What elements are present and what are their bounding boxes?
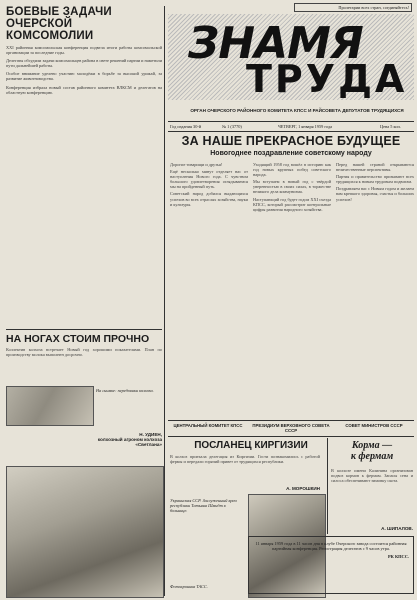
issue-info-row (168, 121, 414, 132)
article-paragraph: Конференция избрала новый состав районного комитета ВЛКСМ и делегатов на областную конференцию. (6, 84, 162, 95)
korma-signature: А. ШИПАЛОВ. (381, 526, 413, 531)
issue-number: № 1 (3770) (222, 124, 242, 129)
issue-date: ЧЕТВЕРГ, 1 января 1959 года (278, 124, 333, 129)
lead-column-2 (253, 162, 331, 212)
lead-paragraph: Советский народ добился выдающихся успехов во всех отраслях хозяйства, науки и культуры. (170, 191, 248, 207)
korma-title: Корма — к фермам (350, 440, 394, 462)
masthead-organ: ОРГАН ОЧЕРСКОГО РАЙОННОГО КОМИТЕТА КПСС И РАЙСОВЕТА ДЕПУТАТОВ ТРУДЯЩИХСЯ (190, 108, 404, 113)
article-title: БОЕВЫЕ ЗАДАЧИ ОЧЕРСКОЙ КОМСОМОЛИИ (6, 6, 112, 42)
lead-paragraph: Мы вступаем в новый год с твёрдой уверенностью в своих силах, в торжестве великого дела коммунизма. (253, 179, 331, 195)
masthead-motto: Пролетарии всех стран, соединяйтесь! (294, 3, 412, 12)
party-conference-notice (248, 536, 414, 594)
poslanets-text: В колхоз приехала делегация из Киргизии. Гости познакомились с работой фермы и передали горячий привет от трудящихся республики. (170, 454, 320, 465)
notice-text: 11 января 1959 года в 11 часов дня в клубе Очерского завода состоится районная партийная конференция. Регистрация делегатов с 9 часов утра. (255, 541, 407, 552)
masthead (168, 14, 414, 114)
masthead-title-line1: ЗНАМЯ (188, 18, 363, 69)
article-paragraph: Делегаты обсудили задачи комсомольцев района в свете решений партии и наметили пути дальнейшей работы. (6, 58, 162, 69)
lead-paragraph: Дорогие товарищи и друзья! (170, 162, 223, 167)
section-divider (168, 436, 414, 437)
na-nogah-title: НА НОГАХ СТОИМ ПРОЧНО (6, 333, 150, 345)
lead-paragraph: Уходящий 1958 год вошёл в историю как год новых крупных побед советского народа. (253, 162, 331, 178)
poslanets-title: ПОСЛАНЕЦ КИРГИЗИИ (194, 440, 308, 451)
farm-photo-caption: На снимке: передовики колхоза. (96, 388, 154, 393)
na-nogah-text: Коллектив колхоза встречает Новый год хорошими показателями. План по производству молока выполнен досрочно. (6, 347, 162, 358)
signer-council: СОВЕТ МИНИСТРОВ СССР (345, 423, 403, 428)
na-nogah-signature: Н. УДИЕН, колхозный агроном колхоза «Светлана» (97, 432, 162, 447)
lead-paragraph: Ещё несколько минут отделяет нас от наступления Нового года. С чувством большого удовлетворения оглядываемся мы на пройденный путь. (170, 169, 248, 190)
poslanets-signature: А. МОРОШКИН (286, 486, 320, 491)
lead-paragraph: Перед нашей страной открываются величественные перспективы. (336, 162, 414, 173)
lead-headline: ЗА НАШЕ ПРЕКРАСНОЕ БУДУЩЕЕ (181, 134, 401, 148)
article-paragraph: XXI районная комсомольская конференция подвела итоги работы комсомольской организации за последние годы. (6, 45, 162, 56)
lead-paragraph: Поздравляем вас с Новым годом и желаем вам крепкого здоровья, счастья и больших успехов! (336, 186, 414, 202)
poslanets-photo-caption: Украинская ССР. Заслуженный врач республики Татьяна Шмидт в больнице. (170, 498, 237, 513)
notice-signature: РК КПСС. (387, 553, 409, 559)
top-left-article (6, 6, 162, 95)
photo-credit: Фотохроника ТАСС. (170, 584, 208, 589)
lead-subheadline: Новогоднее поздравление советскому народу (210, 150, 372, 157)
lead-paragraph: Партия и правительство призывают всех трудящихся к новым трудовым подвигам. (336, 174, 414, 185)
portrait-photo (6, 466, 164, 598)
column-divider (164, 6, 165, 596)
lead-paragraph: Наступающий год будет годом XXI съезда КПСС, который рассмотрит контрольные цифры развития народного хозяйства. (253, 196, 331, 212)
issue-price: Цена 5 коп. (380, 124, 401, 129)
lead-column-1 (170, 162, 248, 207)
lead-column-3 (336, 162, 414, 202)
korma-text: В колхозе имени Калинина организован подвоз кормов к фермам. Запасы сена и силоса обеспечивают зимовку скота. (331, 468, 413, 484)
signer-presidium: ПРЕЗИДИУМ ВЕРХОВНОГО СОВЕТА СССР (252, 423, 330, 433)
masthead-title-line2: ТРУДА (246, 57, 408, 101)
column-divider (327, 438, 328, 534)
farm-photo (6, 386, 94, 426)
signer-cc-cpsu: ЦЕНТРАЛЬНЫЙ КОМИТЕТ КПСС (173, 423, 243, 428)
issue-year: Год издания 30-й (170, 124, 202, 129)
section-divider (6, 329, 162, 330)
lead-signers (168, 420, 414, 433)
article-paragraph: Особое внимание уделено участию молодёжи в борьбе за высокий урожай, за развитие животноводства. (6, 71, 162, 82)
